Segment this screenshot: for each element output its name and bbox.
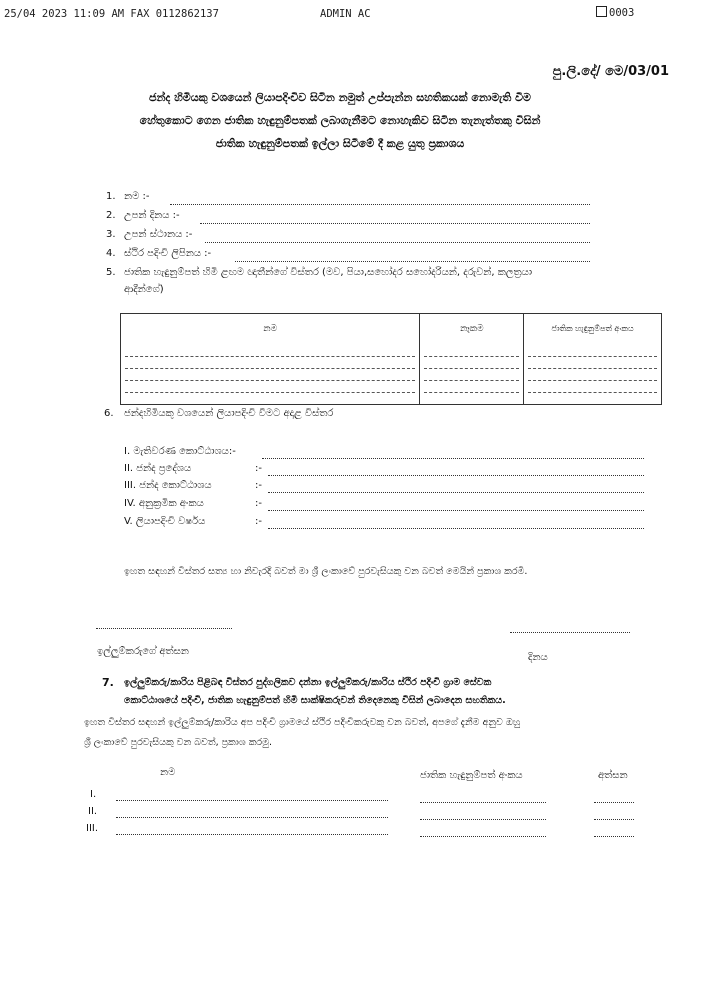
fax-header-center: ADMIN AC xyxy=(320,8,371,20)
voter-row-label: II. ජන්ද ප්‍රදේශය xyxy=(124,463,192,474)
col-header-nic: ජාතික හැඳුනුම්පත් අංකය xyxy=(524,314,662,345)
date-field[interactable] xyxy=(510,632,630,633)
electoral-district-field[interactable] xyxy=(262,458,644,459)
witness-statement-line-2: ශ්‍රී ලංකාවේ පුරවැසියකු වන බවත්, ප්‍රකාශ කරමු. xyxy=(84,737,273,748)
witness-1-name-field[interactable] xyxy=(116,800,388,801)
field-number: 4. xyxy=(106,248,116,259)
witness-2-nic-field[interactable] xyxy=(420,819,546,820)
title-line-2: හේතුකොට ගෙන ජාතික හැඳුනුම්පතක් ලබාගැනීමට නොහැකිව සිටින තැනැත්තකු විසින් xyxy=(139,114,541,127)
relatives-description-cont: ආදීන්ගේ) xyxy=(124,284,164,295)
field-number: 3. xyxy=(106,229,116,240)
separator: :- xyxy=(255,498,262,509)
page-box-icon xyxy=(596,6,607,17)
witness-3-nic-field[interactable] xyxy=(420,836,546,837)
witness-1-signature-field[interactable] xyxy=(594,802,634,803)
witness-row-number: III. xyxy=(86,823,99,834)
name-label: නම :- xyxy=(124,191,150,202)
polling-area-field[interactable] xyxy=(268,492,644,493)
witness-row-number: I. xyxy=(90,789,97,800)
col-header-name: නම xyxy=(121,314,420,345)
name-field[interactable] xyxy=(170,204,590,205)
table-row[interactable] xyxy=(121,356,662,368)
address-label: ස්ථිර පදිංචි ලිපිනය :- xyxy=(124,248,212,259)
witness-row-number: II. xyxy=(88,806,98,817)
witness-statement-line-1: ඉහත විස්තර සඳහන් ඉල්ලුම්කරු/කාරිය අප පදිංචි ග්‍රාමයේ ස්ථිර පදිංචිකරුවකු වන බවත්, අපගේ දැනීම අනුව ඔහු xyxy=(84,717,521,728)
voter-row-label: I. මැතිවරණ කොට්ඨාශය:- xyxy=(124,446,236,457)
table-row[interactable] xyxy=(121,380,662,392)
field-number: 5. xyxy=(106,267,116,278)
separator: :- xyxy=(255,463,262,474)
title-line-3: ජාතික හැඳුනුම්පතක් ඉල්ලා සිටීමේ දී කළ යුතු ප්‍රකාශය xyxy=(215,137,465,150)
witness-3-name-field[interactable] xyxy=(116,834,388,835)
field-number: 2. xyxy=(106,210,116,221)
witness-2-signature-field[interactable] xyxy=(594,819,634,820)
date-label: දිනය xyxy=(528,652,548,663)
field-number: 6. xyxy=(104,408,114,419)
serial-number-field[interactable] xyxy=(268,510,644,511)
witness-1-nic-field[interactable] xyxy=(420,802,546,803)
applicant-signature-field[interactable] xyxy=(96,628,232,629)
witness-col-nic: ජාතික හැඳුනුම්පත් අංකය xyxy=(420,770,523,781)
voter-details-heading: ජන්දහිමියකු වශයෙන් ලියාපදිංචි වීමට අදාළ විස්තර xyxy=(124,408,334,419)
separator: :- xyxy=(255,480,262,491)
fax-header-left: 25/04 2023 11:09 AM FAX 0112862137 xyxy=(4,8,219,20)
voter-row-label: IV. අනුක්‍රමික අංකය xyxy=(124,498,204,509)
field-number: 7. xyxy=(102,676,114,689)
voter-row-label: V. ලියාපදිංචි වර්ෂය xyxy=(124,516,206,527)
table-row[interactable] xyxy=(121,368,662,380)
declaration-text: ඉහත සඳහන් විස්තර සත්‍ය හා නිවැරදි බවත් මා ශ්‍රී ලංකාවේ පුරවැසියකු වන බවත් මෙයින් ප්‍රකාශ කරමි. xyxy=(124,566,528,577)
witness-3-signature-field[interactable] xyxy=(594,836,634,837)
witness-col-name: නම xyxy=(160,767,176,778)
title-line-1: ජන්ද හිමියකු වශයෙන් ලියාපදිංචිව සිටින නමුත් උප්පැන්න සහතිකයක් නොමැති වීම xyxy=(149,91,531,104)
voter-row-label: III. ජන්ද කොට්ඨාශය xyxy=(124,480,212,491)
form-title xyxy=(60,86,620,155)
birth-date-label: උපන් දිනය :- xyxy=(124,210,180,221)
applicant-signature-label: ඉල්ලුම්කරුගේ අත්සන xyxy=(97,646,189,657)
form-code: පු.ලි.දේ/ මෙ/03/01 xyxy=(552,64,669,79)
birth-place-field[interactable] xyxy=(205,242,590,243)
witness-heading-line-1: ඉල්ලුම්කරු/කාරිය පිළිබඳ විස්තර පුද්ගලිකව දන්නා ඉල්ලුම්කරු/කාරිය ස්ථිර පදිංචි ග්‍රාම සේවක xyxy=(124,677,492,688)
relatives-description: ජාතික හැඳුනුම්පත් හිමි ළඟම ඥාතීන්ගේ විස්තර (මව, පියා,සහෝදර සහෝදරියන්, දරුවන්, කලත්‍රයා xyxy=(124,267,533,278)
field-number: 1. xyxy=(106,191,116,202)
table-row[interactable] xyxy=(121,344,662,356)
birth-place-label: උපන් ස්ථානය :- xyxy=(124,229,193,240)
birth-date-field[interactable] xyxy=(200,223,590,224)
witness-heading-line-2: කොට්ඨාශයේ පදිංචි, ජාතික හැඳුනුම්පත් හිමි සාක්ෂිකරුවන් තිදෙනෙකු විසින් ලබාදෙන සහතිකය. xyxy=(124,695,506,706)
separator: :- xyxy=(255,516,262,527)
witness-col-signature: අත්සන xyxy=(598,770,628,781)
col-header-relationship: නෑකම xyxy=(420,314,524,345)
polling-division-field[interactable] xyxy=(268,475,644,476)
fax-page-number: 0003 xyxy=(596,6,634,19)
witness-2-name-field[interactable] xyxy=(116,817,388,818)
table-row[interactable] xyxy=(121,392,662,405)
address-field[interactable] xyxy=(235,261,590,262)
relatives-table xyxy=(120,313,662,405)
registration-year-field[interactable] xyxy=(268,528,644,529)
